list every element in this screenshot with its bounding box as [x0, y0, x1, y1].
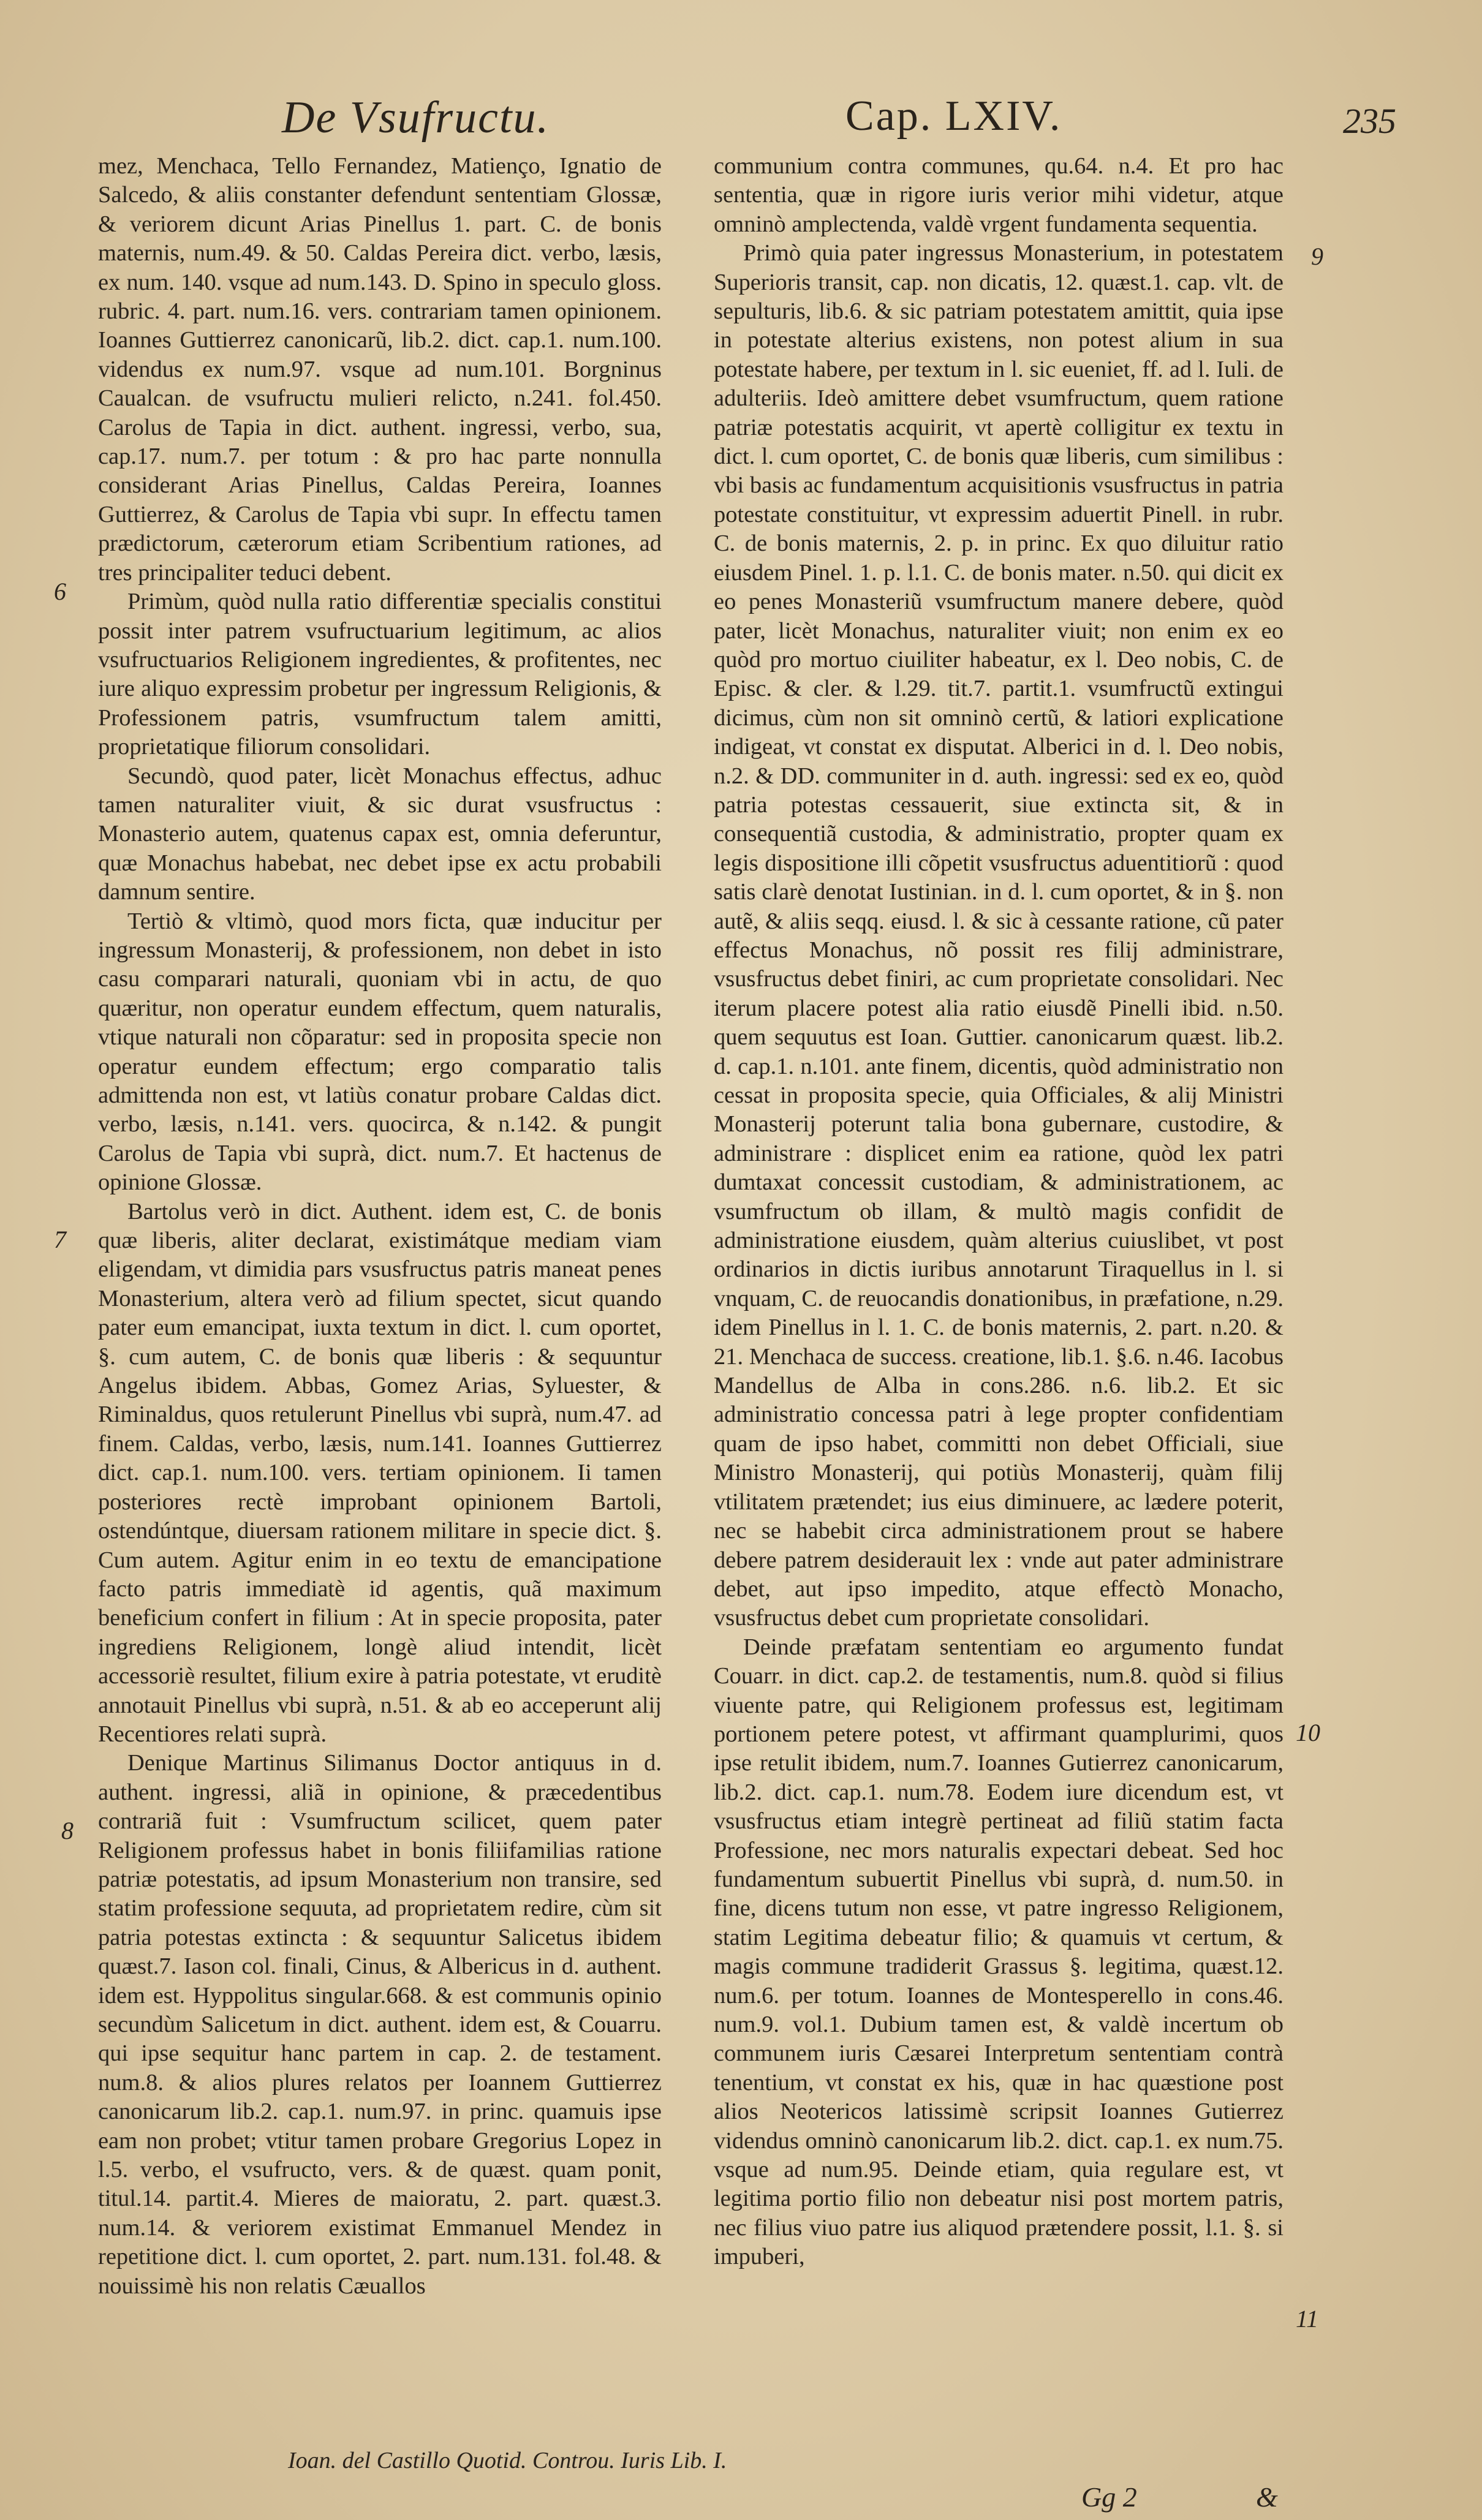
- right-paragraph-2: Primò quia pater ingressus Monasterium, in potestatem Superioris transit, cap. non dicatis, 12. quæst.1. cap. vlt. de sepulturis, lib.6. & sic patriam potestatem amittit, quia ipse in potestate alterius existens, non potest alium in sua potestate habere, per textum in l. sic eueniet, ff. ad l. Iuli. de adulteriis. Ideò amittere debet vsumfructum, quem ratione patriæ potestatis acquirit, vt apertè colligitur ex textu in dict. l. cum oportet, C. de bonis quæ liberis, cum similibus : vbi basis ac fundamentum acquisitionis vsusfructus in patria potestate constituitur, vt expressim aduertit Pinell. in rubr. C. de bonis maternis, 2. p. in princ. Ex quo diluitur ratio eiusdem Pinel. 1. p. l.1. C. de bonis mater. n.50. qui dicit ex eo penes Monasteriũ vsumfructum manere debere, quòd pater, licèt Monachus, naturaliter viuit; non enim ex eo quòd pro mortuo ciuiliter habeatur, ex l. Deo nobis, C. de Episc. & cler. & l.29. tit.7. partit.1. vsumfructũ extingui dicimus, cùm non sit omninò certũ, & latiori explicatione indigeat, vt constat ex disputat. Alberici in d. l. Deo nobis, n.2. & DD. communiter in d. auth. ingressi: sed ex eo, quòd patria potestas cessauerit, siue extincta sit, & in consequentiã custodia, & administratio, propter quam ex legis dispositione illi cõpetit vsusfructus aduentitiorũ : quod satis clarè denotat Iustinian. in d. l. cum oportet, & in §. non autẽ, & aliis seqq. eiusd. l. & sic à cessante ratione, cũ pater effectus Monachus, nõ possit res filij administrare, vsusfructus debet finiri, ac cum proprietate consolidari. Nec iterum placere potest alia ratio eiusdẽ Pinelli ibid. n.50. quem sequutus est Ioan. Guttier. canonicarum quæst. lib.2. d. cap.1. n.101. ante finem, dicentis, quòd administratio non cessat in proposita specie, quia Officiales, & alij Ministri Monasterij poterunt talia bona gubernare, custodire, & administrare : displicet enim ea ratione, quòd lex patri dumtaxat concessit custodiam, & administrationem, ac vsumfructum ob illam, & multò magis confidit de administratione eiusdem, quàm alterius cuiuslibet, vt post ordinarios in dictis iuribus annotarunt Tiraquellus in l. si vnquam, C. de reuocandis donationibus, in præfatione, n.29. idem Pinellus in l. 1. C. de bonis maternis, 2. part. n.20. & 21. Menchaca de success. creatione, lib.1. §.6. n.46. Iacobus Mandellus de Alba in cons.286. n.6. lib.2. Et sic administratio concessa patri à lege propter confidentiam quam de ipso habet, committi non debet Officiali, siue Ministro Monasterij, qui potiùs Monasterij, quàm filij vtilitatem prætendet; ius eius diminuere, ac lædere poterit, nec se habebit circa administrationem prout se habere debere patrem desiderauit lex : vnde aut pater administrare debet, aut ipso impedito, atque effectò Monacho, vsusfructus debet cum proprietate consolidari.: [714, 240, 1284, 1631]
- left-column: [98, 152, 662, 2301]
- left-paragraph-2: Primùm, quòd nulla ratio differentiæ specialis constitui possit inter patrem vsufructuarium legitimum, ac alios vsufructuarios Religionem ingredientes, & profitentes, nec iure aliquo expressim probetur per ingressum Religionis, & Professionem patris, vsumfructum talem amitti, proprietatique filiorum consolidari.: [98, 589, 662, 760]
- left-paragraph-3: Secundò, quod pater, licèt Monachus effectus, adhuc tamen naturaliter viuit, & sic durat vsusfructus : Monasterio autem, quatenus capax est, omnia deferuntur, quæ Monachus habebat, nec debet ipse ex actu probabili damnum sentire.: [98, 763, 662, 905]
- catchword: &: [1256, 2481, 1278, 2513]
- margin-number-10: 10: [1296, 1719, 1320, 1746]
- margin-number-9: 9: [1311, 243, 1323, 270]
- left-paragraph-4: Tertiò & vltimò, quod mors ficta, quæ inducitur per ingressum Monasterij, & professionem, non debet in isto casu comparari naturali, quoniam vbi in actu, de quo quæritur, non operatur eundem effectum, quem naturalis, vtique naturali non cõparatur: sed in proposita specie non operatur eundem effectum; ergo comparatio talis admittenda non est, vt latiùs conatur probare Caldas dict. verbo, læsis, n.141. vers. quocirca, & n.142. & pungit Carolus de Tapia vbi suprà, dict. num.7. Et hactenus de opinione Glossæ.: [98, 908, 662, 1196]
- margin-number-11: 11: [1296, 2305, 1319, 2333]
- footer-citation: Ioan. del Castillo Quotid. Controu. Iuris Lib. I.: [288, 2448, 727, 2473]
- margin-number-8: 8: [61, 1817, 74, 1844]
- margin-number-7: 7: [54, 1226, 66, 1253]
- right-paragraph-1: communium contra communes, qu.64. n.4. Et pro hac sententia, quæ in rigore iuris verior mihi videtur, atque omninò amplectenda, valdè vrgent fundamenta sequentia.: [714, 153, 1284, 237]
- margin-number-6: 6: [54, 578, 66, 605]
- left-paragraph-5: Bartolus verò in dict. Authent. idem est, C. de bonis quæ liberis, aliter declarat, existimátque mediam viam eligendam, vt dimidia pars vsusfructus patris maneat penes Monasterium, altera verò ad filium spectet, sicut quando pater eum emancipat, iuxta textum in dict. l. cum oportet, §. cum autem, C. de bonis quæ liberis : & sequuntur Angelus ibidem. Abbas, Gomez Arias, Syluester, & Riminaldus, quos retulerunt Pinellus vbi suprà, num.47. ad finem. Caldas, verbo, læsis, num.141. Ioannes Guttierrez dict. cap.1. num.100. vers. tertiam opinionem. Ii tamen posteriores rectè improbant opinionem Bartoli, ostendúntque, diuersam rationem militare in specie dict. §. Cum autem. Agitur enim in eo textu de emancipatione facto patris immediatè id agentis, quã maximum beneficium confert in filium : At in specie proposita, pater ingrediens Religionem, longè aliud intendit, licèt accessoriè resultet, filium exire à patria potestate, vt eruditè annotauit Pinellus vbi suprà, n.51. & ab eo acceperunt alij Recentiores relati suprà.: [98, 1198, 662, 1747]
- left-paragraph-6: Denique Martinus Silimanus Doctor antiquus in d. authent. ingressi, aliã in opinione, & præcedentibus contrariã fuit : Vsumfructum scilicet, quem pater Religionem professus habet in bonis filiifamilias ratione patriæ potestatis, ad ipsum Monasterium non transire, sed statim professione sequuta, ad proprietatem redire, cùm sit patria potestas extincta : & sequuntur Salicetus ibidem quæst.7. Iason col. finali, Cinus, & Albericus in d. authent. idem est. Hyppolitus singular.668. & est communis opinio secundùm Salicetum in dict. authent. idem est, & Couarru. qui ipse sequitur hanc partem in cap. 2. de testament. num.8. & alios plures relatos per Ioannem Guttierrez canonicarum lib.2. cap.1. num.97. in princ. quamuis ipse eam non probet; vtitur tamen probare Gregorius Lopez in l.5. verbo, el vsufructo, vers. & de quæst. quam ponit, titul.14. partit.4. Mieres de maioratu, 2. part. quæst.3. num.14. & veriorem existimat Emmanuel Mendez in repetitione dict. l. cum oportet, 2. part. num.131. fol.48. & nouissimè his non relatis Cæuallos: [98, 1750, 662, 2299]
- right-column: [714, 152, 1284, 2272]
- running-head: [282, 92, 1408, 159]
- signature-mark: Gg 2: [1081, 2481, 1137, 2513]
- running-title-right: Cap. LXIV.: [845, 92, 1062, 140]
- page-number: 235: [1343, 101, 1396, 141]
- running-title-left: De Vsufructu.: [282, 92, 550, 143]
- right-paragraph-3: Deinde præfatam sententiam eo argumento fundat Couarr. in dict. cap.2. de testamentis, num.8. quòd si filius viuente patre, qui Religionem professus est, legitimam portionem petere potest, vt affirmant quamplurimi, quos ipse retulit ibidem, num.7. Ioannes Gutierrez canonicarum, lib.2. dict. cap.1. num.78. Eodem iure dicendum est, vt vsusfructus etiam integrè pertineat ad filiũ statim facta Professione, nec mors naturalis expectari debeat. Sed hoc fundamentum subuertit Pinellus vbi suprà, d. num.50. in fine, dicens tutum non esse, vt patre ingresso Religionem, statim Legitima debeatur filio; & quamuis vt certum, & magis commune tradiderit Grassus §. legitima, quæst.12. num.6. per totum. Ioannes de Montesperello in cons.46. num.9. vol.1. Dubium tamen est, & valdè incertum ob communem iuris Cæsarei Interpretum sententiam contrà tenentium, vt constat ex his, quæ in hac quæstione post alios Neotericos latissimè scripsit Ioannes Gutierrez videndus omninò canonicarum lib.2. dict. cap.1. ex num.75. vsque ad num.95. Deinde etiam, quia regulare est, vt legitima portio filio non debeatur nisi post mortem patris, nec filius viuo patre ius aliquod prætendere possit, l.1. §. si impuberi,: [714, 1634, 1284, 2270]
- left-paragraph-1: mez, Menchaca, Tello Fernandez, Matienço, Ignatio de Salcedo, & aliis constanter defendunt sententiam Glossæ, & veriorem dicunt Arias Pinellus 1. part. C. de bonis maternis, num.49. & 50. Caldas Pereira dict. verbo, læsis, ex num. 140. vsque ad num.143. D. Spino in speculo gloss. rubric. 4. part. num.16. vers. contrariam tamen opinionem. Ioannes Guttierrez canonicarũ, lib.2. dict. cap.1. num.100. videndus ex num.97. vsque ad num.101. Borgninus Caualcan. de vsufructu mulieri relicto, n.241. fol.450. Carolus de Tapia in dict. authent. ingressi, verbo, sua, cap.17. num.7. per totum : & pro hac parte nonnulla considerant Arias Pinellus, Caldas Pereira, Ioannes Guttierrez, & Carolus de Tapia vbi supr. In effectu tamen prædictorum, cæterorum etiam Scribentium rationes, ad tres principaliter teduci debent.: [98, 153, 662, 586]
